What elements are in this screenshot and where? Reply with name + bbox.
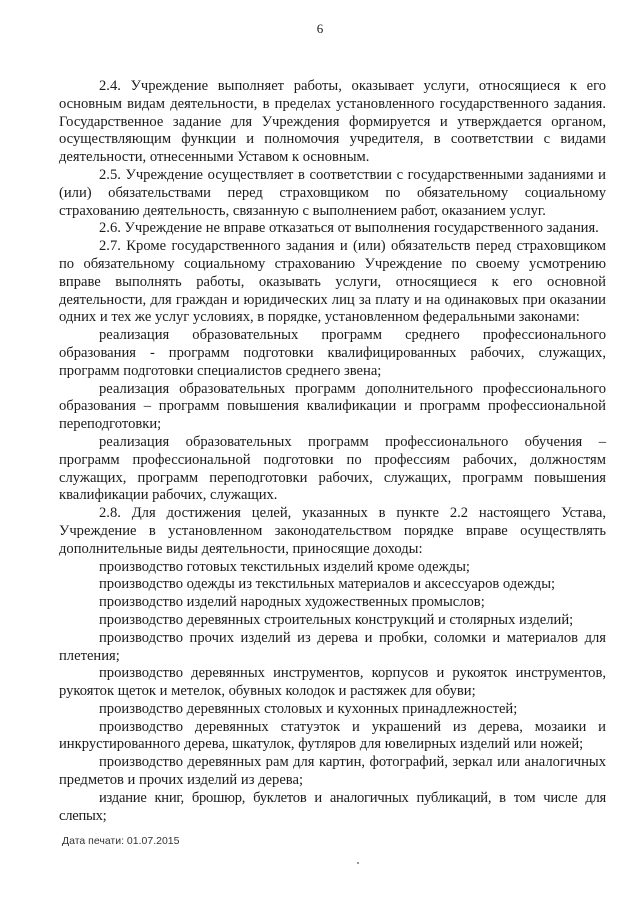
list-item: производство деревянных строительных конструкций и столярных изделий; (99, 611, 574, 628)
list-item: производство деревянных инструментов, корпусов и рукояток инструментов, рукояток щеток и метелок, обувных колодок и растяжек для обуви; (59, 665, 606, 700)
list-item: производство одежды из текстильных материалов и аксессуаров одежды; (99, 576, 556, 593)
paragraph-2-4: 2.4. Учреждение выполняет работы, оказывает услуги, относящиеся к его основным видам деятельности, в пределах установленного государственного задания. Государственное задание для Учреждения формируется и утверждается органом, осуществляющим функции и полномочия учредителя, в соответствии с видами деятельности, отнесенными Уставом к основным. (59, 78, 606, 166)
document-body (59, 78, 606, 825)
paragraph-2-7: 2.7. Кроме государственного задания и (или) обязательств перед страховщиком по обязательному социальному страхованию Учреждение по своему усмотрению вправе выполнять работы, оказывать услуги, относящиеся к его основной деятельности, для граждан и юридических лиц за плату и на одинаковых при оказании одних и тех же услуг условиях, в порядке, установленном федеральными законами: (59, 238, 606, 326)
list-item: издание книг, брошюр, буклетов и аналогичных публикаций, в том числе для слепых; (59, 789, 606, 824)
scan-speck (357, 862, 359, 864)
list-item-training-programs: реализация образовательных программ профессионального обучения – программ профессиональной подготовки по профессиям рабочих, должностям служащих, программ переподготовки рабочих, служащих, программ повышения квалификации рабочих, служащих. (59, 433, 606, 504)
list-item: производство деревянных рам для картин, фотографий, зеркал или аналогичных предметов и прочих изделий из дерева; (59, 754, 606, 789)
paragraph-2-6: 2.6. Учреждение не вправе отказаться от выполнения государственного задания. (99, 220, 599, 237)
page-number: 6 (316, 21, 324, 36)
paragraph-2-8: 2.8. Для достижения целей, указанных в пункте 2.2 настоящего Устава, Учреждение в установленном законодательством порядке вправе осуществлять дополнительные виды деятельности, приносящие доходы: (59, 505, 606, 557)
list-item: производство прочих изделий из дерева и пробки, соломки и материалов для плетения; (59, 629, 606, 664)
list-item-spo-programs: реализация образовательных программ среднего профессионального образования - программ подготовки квалифицированных рабочих, служащих, программ подготовки специалистов среднего звена; (59, 327, 606, 379)
list-item-dpo-programs: реализация образовательных программ дополнительного профессионального образования – программ повышения квалификации и программ профессиональной переподготовки; (59, 380, 606, 433)
paragraph-2-5: 2.5. Учреждение осуществляет в соответствии с государственными заданиями и (или) обязательствами перед страховщиком по обязательному социальному страхованию деятельность, связанную с выполнением работ, оказанием услуг. (59, 166, 606, 219)
list-item: производство деревянных столовых и кухонных принадлежностей; (99, 700, 518, 717)
list-item: производство готовых текстильных изделий кроме одежды; (99, 558, 470, 575)
list-item: производство изделий народных художественных промыслов; (99, 594, 485, 611)
print-date: Дата печати: 01.07.2015 (62, 835, 180, 847)
list-item: производство деревянных статуэток и украшений из дерева, мозаики и инкрустированного дерева, шкатулок, футляров для ювелирных изделий или ножей; (59, 718, 606, 753)
